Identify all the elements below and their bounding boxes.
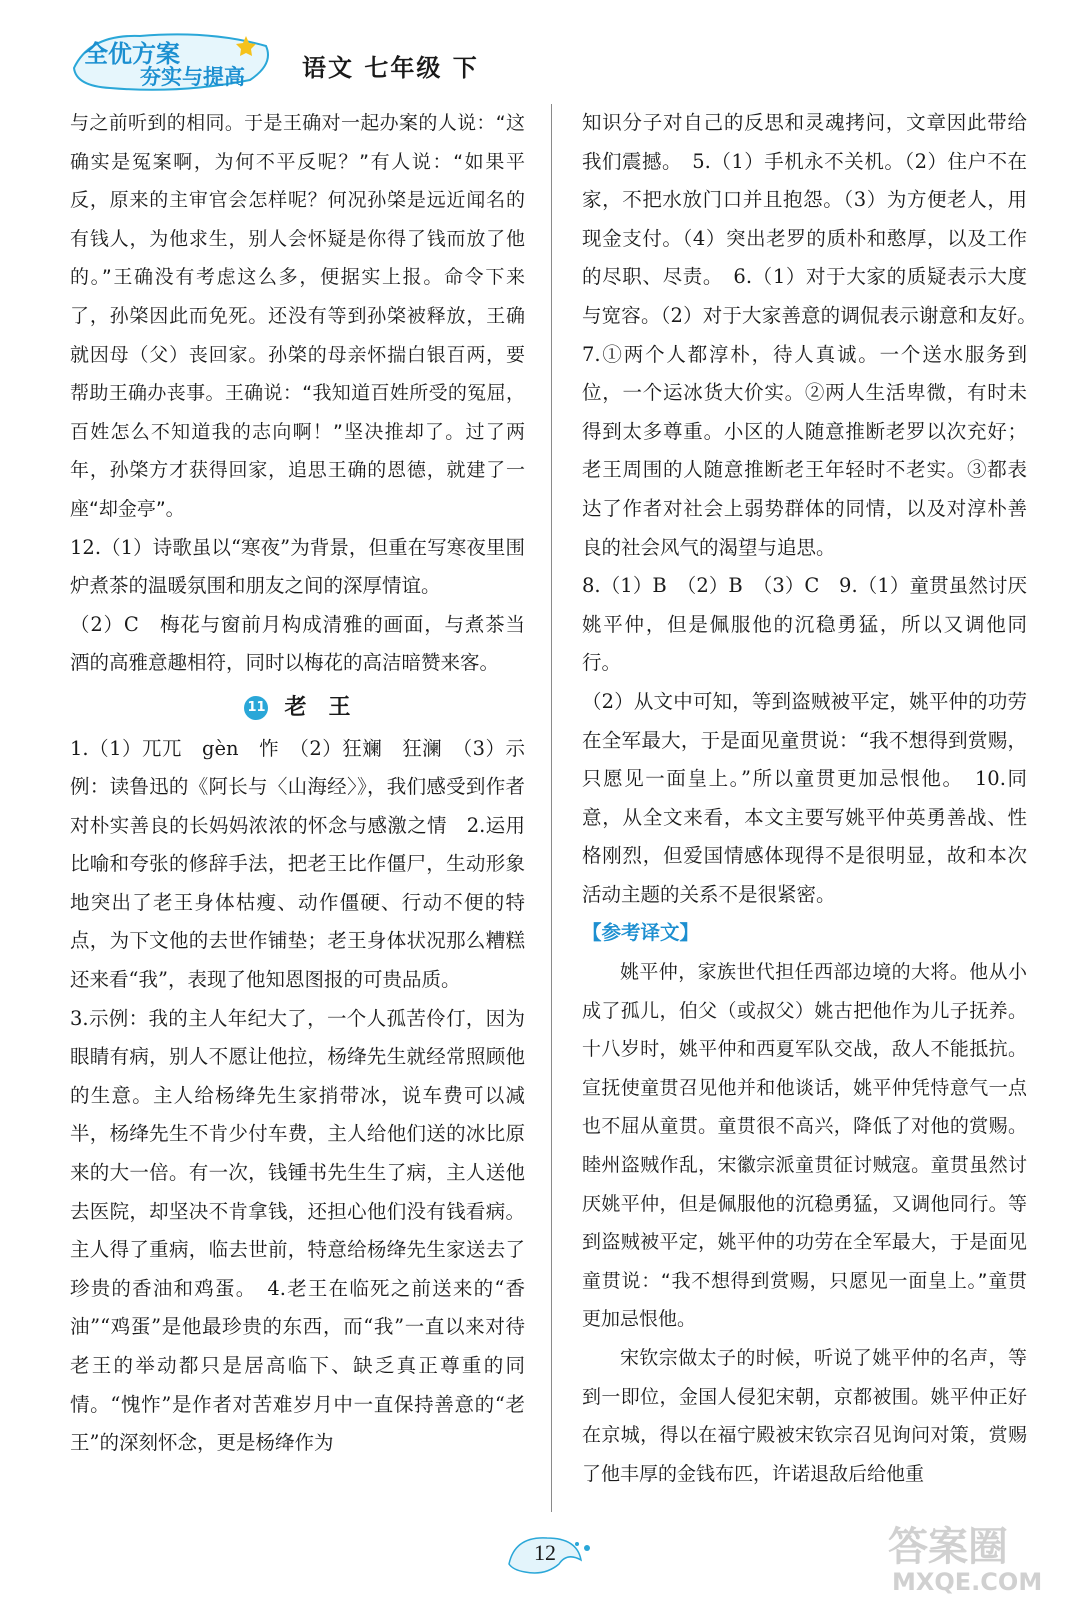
section-title: 老 王 (284, 694, 351, 720)
svg-text:MXQE.COM: MXQE.COM (892, 1568, 1043, 1596)
brand-logo (70, 28, 275, 94)
answers-5-7: 知识分子对自己的反思和灵魂拷问，文章因此带给我们震撼。 5.（1）手机永不关机。（2）住户不在家，不把水放门口并且抱怨。（3）为方便老人，用现金支付。（4）突出老罗的质朴和憨厚，以及工作的尽职、尽责。 6.（1）对于大家的质疑表示大度与宽容。（2）对于大家善意的调侃表示谢意和友好。 7.①两个人都淳朴，待人真诚。一个送水服务到位，一个运冰货大价实。②两人生活卑微，有时未得到太多尊重。小区的人随意推断老罗以次充好；老王周围的人随意推断老王年轻时不老实。③都表达了作者对社会上弱势群体的同情，以及对淳朴善良的社会风气的渴望与追思。 (582, 111, 1047, 559)
page-title: 语文 七年级 下 (302, 54, 479, 82)
answers-8-9: 8.（1）B （2）B （3）C 9.（1）童贯虽然讨厌姚平仲，但是佩服他的沉稳勇猛，所以又调他同行。 (582, 574, 1027, 675)
section-number-badge: 11 (244, 696, 268, 720)
translation-paragraph-1: 姚平仲，家族世代担任西部边境的大将。他从小成了孤儿，伯父（或叔父）姚古把他作为儿子抚养。十八岁时，姚平仲和西夏军队交战，敌人不能抵抗。宣抚使童贯召见他并和他谈话，姚平仲凭恃意气一点也不屈从童贯。童贯很不高兴，降低了对他的赏赐。睦州盗贼作乱，宋徽宗派童贯征讨贼寇。童贯虽然讨厌姚平仲，但是佩服他的沉稳勇猛，又调他同行。等到盗贼被平定，姚平仲的功劳在全军最大，于是面见童贯说：“我不想得到赏赐，只愿见一面皇上。”童贯更加忌恨他。 (582, 961, 1027, 1331)
answers-9-10: （2）从文中可知，等到盗贼被平定，姚平仲的功劳在全军最大，于是面见童贯说：“我不想得到赏赐，只愿见一面皇上。”所以童贯更加忌恨他。 10.同意，从全文来看，本文主要写姚平仲英勇善战、性格刚烈，但爱国情感体现得不是很明显，故和本次活动主题的关系不是很紧密。 (582, 689, 1027, 906)
answers-1-2: 1.（1）兀兀 gèn 怍 （2）狂斓 狂澜 （3）示例：读鲁迅的《阿长与〈山海经〉》，我们感受到作者对朴实善良的长妈妈浓浓的怀念与感激之情 2.运用比喻和夸张的修辞手法，把老王比作僵尸，生动形象地突出了老王身体枯瘦、动作僵硬、行动不便的特点，为下文他的去世作铺垫；老王身体状况那么糟糕还来看“我”，表现了他知恩图报的可贵品质。 (70, 736, 525, 992)
page-header (70, 28, 550, 98)
page-number: 12 (534, 1540, 556, 1565)
watermark-logo (876, 1516, 1076, 1596)
watermark (876, 1516, 1076, 1596)
logo-line2: 夯实与提高 (140, 65, 245, 89)
svg-text:答案圈: 答案圈 (888, 1524, 1008, 1570)
answers-3-4: 3.示例：我的主人年纪大了，一个人孤苦伶仃，因为眼睛有病，别人不愿让他拉，杨绛先生就经常照顾他的生意。主人给杨绛先生家捎带冰，说车费可以减半，杨绛先生不肯少付车费，主人给他们送的冰比原来的大一倍。有一次，钱锺书先生生了病，主人送他去医院，却坚决不肯拿钱，还担心他们没有钱看病。主人得了重病，临去世前，特意给杨绛先生家送去了珍贵的香油和鸡蛋。 4.老王在临死之前送来的“香油”“鸡蛋”是他最珍贵的东西，而“我”一直以来对待老王的举动都只是居高临下、缺乏真正尊重的同情。“愧怍”是作者对苦难岁月中一直保持善意的“老王”的深刻怀念，更是杨绛作为 (70, 1006, 525, 1455)
logo-line1: 全优方案 (84, 40, 180, 68)
answer-12-part1: 12.（1）诗歌虽以“寒夜”为背景，但重在写寒夜里围炉煮茶的温暖氛围和朋友之间的深厚情谊。 (70, 535, 525, 598)
right-column (582, 104, 1047, 1493)
translation-continued: 与之前听到的相同。于是王确对一起办案的人说：“这确实是冤案啊，为何不平反呢？”有人说：“如果平反，原来的主审官会怎样呢？何况孙棨是远近闻名的有钱人，为他求生，别人会怀疑是你得了钱而放了他的。”王确没有考虑这么多，便据实上报。命令下来了，孙棨因此而免死。还没有等到孙棨被释放，王确就因母（父）丧回家。孙棨的母亲怀揣白银百两，要帮助王确办丧事。王确说：“我知道百姓所受的冤屈，百姓怎么不知道我的志向啊！”坚决推却了。过了两年，孙棨方才获得回家，追思王确的恩德，就建了一座“却金亭”。 (70, 112, 525, 520)
column-divider (551, 104, 552, 1512)
left-column (70, 104, 525, 1463)
section-heading (70, 689, 525, 728)
translation-paragraph-2: 宋钦宗做太子的时候，听说了姚平仲的名声，等到一即位，金国人侵犯宋朝，京都被围。姚平仲正好在京城，得以在福宁殿被宋钦宗召见询问对策，赏赐了他丰厚的金钱布匹，许诺退敌后给他重 (582, 1347, 1027, 1485)
reference-translation-label: 【参考译文】 (582, 921, 700, 945)
answer-12-part2: （2）C 梅花与窗前月构成清雅的画面，与煮茶当酒的高雅意趣相符，同时以梅花的高洁暗赞来客。 (70, 612, 525, 675)
page-number-ornament (505, 1530, 595, 1578)
